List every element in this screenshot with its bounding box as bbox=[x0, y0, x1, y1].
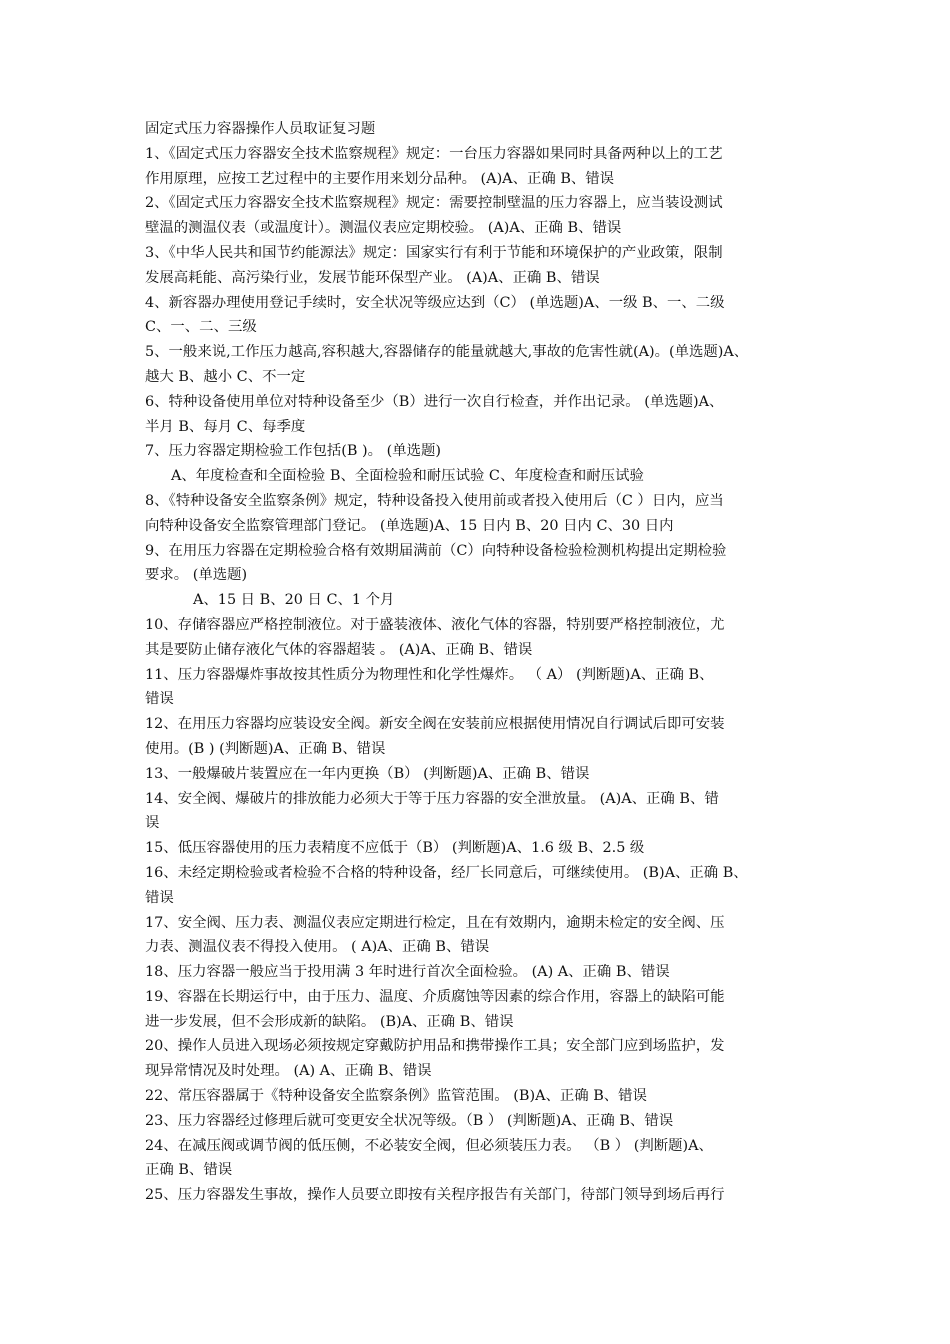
text-line: 7、压力容器定期检验工作包括(B )。 (单选题) bbox=[145, 443, 441, 460]
text-line: 9、在用压力容器在定期检验合格有效期届满前（C）向特种设备检验检测机构提出定期检验 bbox=[145, 542, 727, 559]
text-line: 要求。 (单选题) bbox=[145, 567, 248, 584]
text-line: 10、存储容器应严格控制液位。对于盛装液体、液化气体的容器，特别要严格控制液位，尤 bbox=[145, 616, 725, 633]
text-line: 4、新容器办理使用登记手续时，安全状况等级应达到（C） (单选题)A、一级 B、一、二级 bbox=[145, 294, 725, 311]
text-line: 其是要防止储存液化气体的容器超装 。 (A)A、正确 B、错误 bbox=[145, 641, 533, 658]
text-line: 使用。(B ) (判断题)A、正确 B、错误 bbox=[145, 740, 386, 757]
text-line: 15、低压容器使用的压力表精度不应低于（B） (判断题)A、1.6 级 B、2.5 级 bbox=[145, 840, 645, 857]
text-line: 作用原理，应按工艺过程中的主要作用来划分品种。 (A)A、正确 B、错误 bbox=[145, 170, 615, 187]
document-title: 固定式压力容器操作人员取证复习题 bbox=[145, 121, 376, 137]
text-line: 11、压力容器爆炸事故按其性质分为物理性和化学性爆炸。 （ A） (判断题)A、正确 B、 bbox=[145, 666, 714, 683]
text-line: C、一、二、三级 bbox=[145, 319, 257, 336]
text-line: 正确 B、错误 bbox=[145, 1162, 233, 1179]
text-line: 壁温的测温仪表（或温度计）。测温仪表应定期校验。 (A)A、正确 B、错误 bbox=[145, 220, 622, 237]
text-line: 8、《特种设备安全监察条例》规定，特种设备投入使用前或者投入使用后（C ）日内，应当 bbox=[145, 492, 724, 509]
text-line: 12、在用压力容器均应装设安全阀。新安全阀在安装前应根据使用情况自行调试后即可安装 bbox=[145, 716, 725, 733]
text-line: 20、操作人员进入现场必须按规定穿戴防护用品和携带操作工具；安全部门应到场监护，发 bbox=[145, 1038, 725, 1055]
text-line: 17、安全阀、压力表、测温仪表应定期进行检定，且在有效期内，逾期未检定的安全阀、压 bbox=[145, 914, 725, 931]
text-line: 发展高耗能、高污染行业，发展节能环保型产业。 (A)A、正确 B、错误 bbox=[145, 269, 600, 286]
text-line: 进一步发展，但不会形成新的缺陷。 (B)A、正确 B、错误 bbox=[145, 1013, 514, 1030]
text-line: 力表、测温仪表不得投入使用。 ( A)A、正确 B、错误 bbox=[145, 939, 490, 956]
text-line: 2、《固定式压力容器安全技术监察规程》规定：需要控制壁温的压力容器上，应当装设测试 bbox=[145, 195, 723, 212]
text-line: 误 bbox=[145, 815, 160, 832]
text-line: 22、常压容器属于《特种设备安全监察条例》监管范围。 (B)A、正确 B、错误 bbox=[145, 1088, 647, 1105]
text-line: 19、容器在长期运行中，由于压力、温度、介质腐蚀等因素的综合作用，容器上的缺陷可能 bbox=[145, 988, 725, 1005]
text-line: 半月 B、每月 C、每季度 bbox=[145, 418, 306, 435]
text-line: 14、安全阀、爆破片的排放能力必须大于等于压力容器的安全泄放量。 (A)A、正确 B、错 bbox=[145, 790, 719, 807]
text-line: 13、一般爆破片装置应在一年内更换（B） (判断题)A、正确 B、错误 bbox=[145, 765, 590, 782]
text-line: 5、一般来说,工作压力越高,容积越大,容器储存的能量就越大,事故的危害性就(A)。(单选题)A、 bbox=[145, 344, 749, 361]
text-line: 6、特种设备使用单位对特种设备至少（B）进行一次自行检查，并作出记录。 (单选题)A、 bbox=[145, 393, 724, 410]
text-line: 16、未经定期检验或者检验不合格的特种设备，经厂长同意后，可继续使用。 (B)A、正确 B、 bbox=[145, 864, 748, 881]
text-line: 23、压力容器经过修理后就可变更安全状况等级。（B ） (判断题)A、正确 B、错误 bbox=[145, 1112, 674, 1129]
text-line: A、年度检查和全面检验 B、全面检验和耐压试验 C、年度检查和耐压试验 bbox=[171, 468, 644, 485]
text-line: 25、压力容器发生事故，操作人员要立即按有关程序报告有关部门，待部门领导到场后再行 bbox=[145, 1187, 725, 1204]
text-line: 错误 bbox=[145, 889, 174, 906]
text-line: 1、《固定式压力容器安全技术监察规程》规定：一台压力容器如果同时具备两种以上的工艺 bbox=[145, 145, 723, 162]
text-line: 24、在减压阀或调节阀的低压侧，不必装安全阀，但必须装压力表。 （B ） (判断题)A、 bbox=[145, 1137, 713, 1154]
text-line: 越大 B、越小 C、不一定 bbox=[145, 368, 306, 385]
text-line: 18、压力容器一般应当于投用满 3 年时进行首次全面检验。 (A) A、正确 B、错误 bbox=[145, 964, 670, 981]
text-line: 3、《中华人民共和国节约能源法》规定：国家实行有利于节能和环境保护的产业政策，限制 bbox=[145, 244, 723, 261]
document-page bbox=[145, 117, 813, 1208]
text-line: 向特种设备安全监察管理部门登记。 (单选题)A、15 日内 B、20 日内 C、30 日内 bbox=[145, 517, 674, 534]
text-line: A、15 日 B、20 日 C、1 个月 bbox=[193, 592, 395, 609]
text-line: 现异常情况及时处理。 (A) A、正确 B、错误 bbox=[145, 1063, 432, 1080]
text-line: 错误 bbox=[145, 691, 174, 708]
